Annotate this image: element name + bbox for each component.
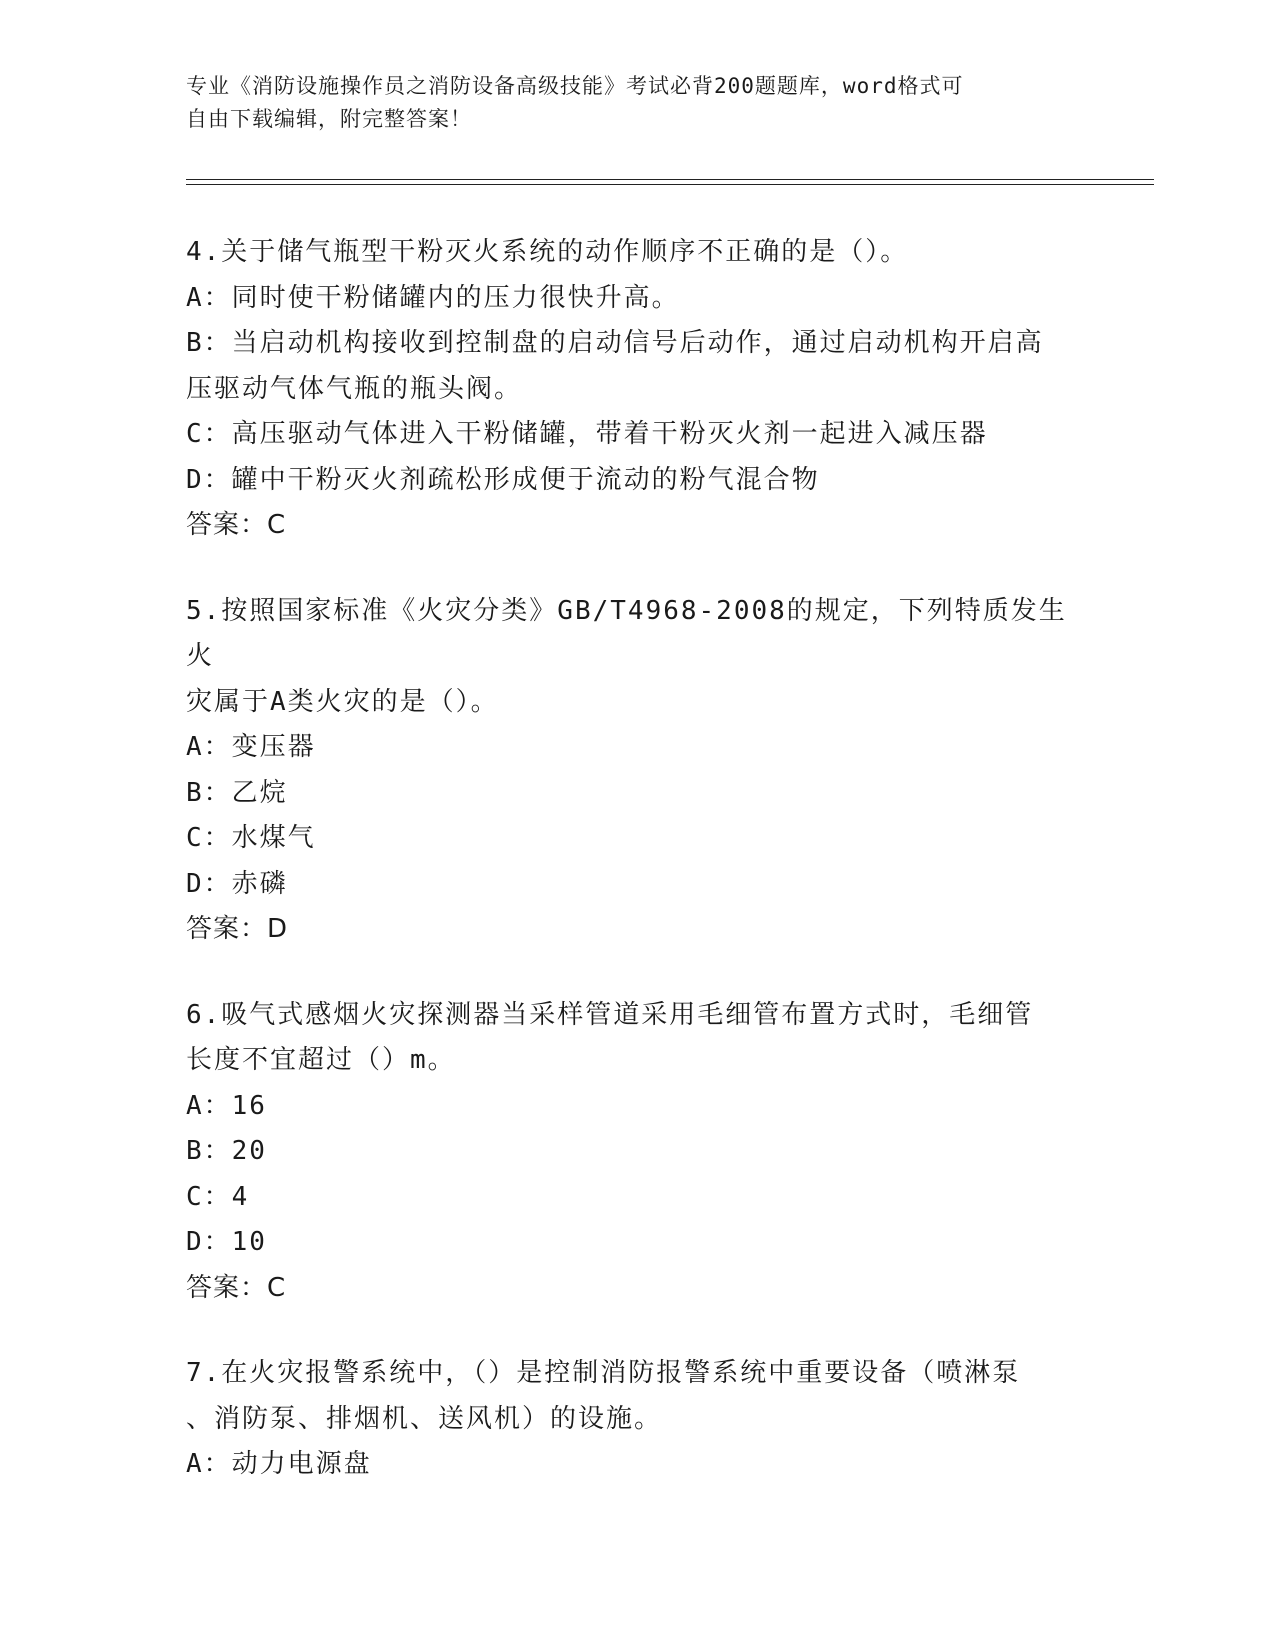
header-line-1: 专业《消防设施操作员之消防设备高级技能》考试必背200题题库，word格式可	[186, 74, 964, 98]
question-stem: 6.吸气式感烟火灾探测器当采样管道采用毛细管布置方式时，毛细管	[186, 999, 1034, 1030]
question-7	[186, 1351, 1086, 1488]
option-a: A：同时使干粉储罐内的压力很快升高。	[186, 282, 680, 313]
question-stem: 4.关于储气瓶型干粉灭火系统的动作顺序不正确的是（）。	[186, 237, 909, 267]
document-header	[186, 70, 1066, 136]
option-a: A：16	[186, 1090, 267, 1121]
option-b: B：乙烷	[186, 777, 288, 808]
option-c: C：4	[186, 1181, 250, 1212]
option-b-continued: 压驱动气体气瓶的瓶头阀。	[186, 373, 523, 404]
option-d: D：罐中干粉灭火剂疏松形成便于流动的粉气混合物	[186, 464, 820, 495]
question-stem-continued: 长度不宜超过（）m。	[186, 1045, 456, 1075]
question-5	[186, 589, 1086, 953]
header-line-2: 自由下载编辑，附完整答案！	[186, 107, 472, 131]
question-stem: 5.按照国家标准《火灾分类》GB/T4968-2008的规定，下列特质发生火	[186, 595, 1067, 671]
question-list	[186, 230, 1086, 1528]
option-c: C：水煤气	[186, 823, 316, 853]
question-stem-continued: 灾属于A类火灾的是（）。	[186, 686, 499, 717]
option-c: C：高压驱动气体进入干粉储罐，带着干粉灭火剂一起进入减压器	[186, 419, 988, 449]
option-b: B：20	[186, 1136, 267, 1166]
answer: 答案：D	[186, 914, 289, 944]
answer: 答案：C	[186, 510, 287, 540]
question-4	[186, 230, 1086, 549]
question-stem-continued: 、消防泵、排烟机、送风机）的设施。	[186, 1403, 663, 1434]
option-b: B：当启动机构接收到控制盘的启动信号后动作，通过启动机构开启高	[186, 328, 1044, 358]
answer: 答案：C	[186, 1272, 287, 1303]
option-a: A：变压器	[186, 732, 316, 762]
option-a: A：动力电源盘	[186, 1449, 372, 1479]
header-divider-top	[186, 179, 1154, 180]
option-d: D：10	[186, 1227, 267, 1257]
option-d: D：赤磷	[186, 868, 288, 899]
header-divider-bottom	[186, 184, 1154, 185]
question-6	[186, 993, 1086, 1312]
question-stem: 7.在火灾报警系统中，（）是控制消防报警系统中重要设备（喷淋泵	[186, 1358, 1021, 1388]
